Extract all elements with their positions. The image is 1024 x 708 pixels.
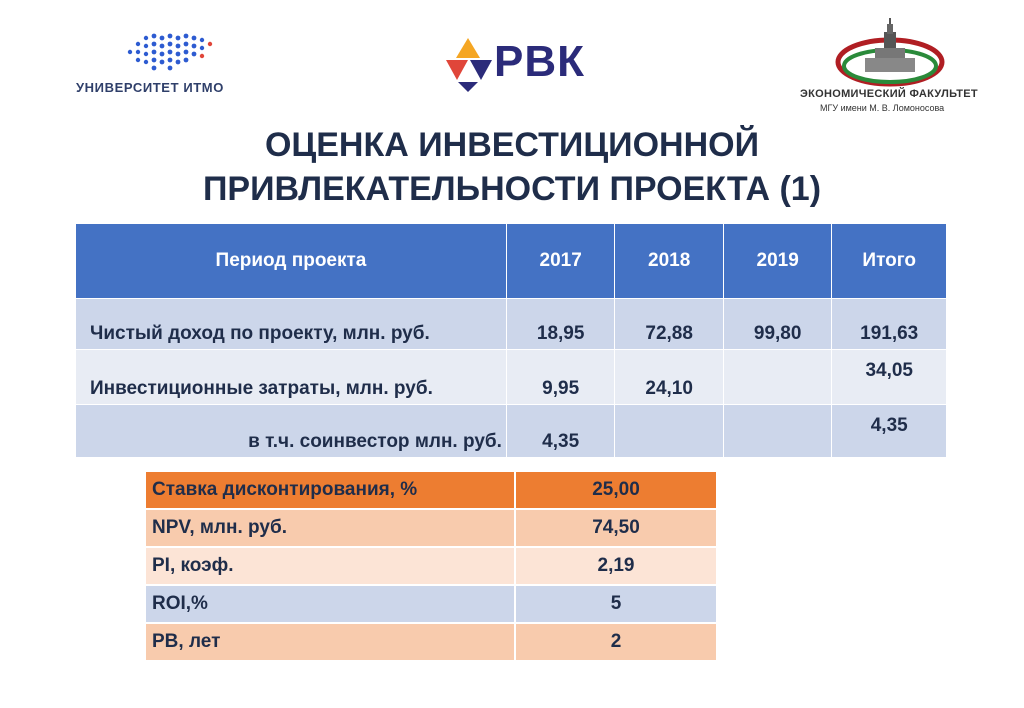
metric-label: PB, лет (146, 623, 515, 661)
cell-2019: 99,80 (723, 299, 832, 350)
project-periods-table (76, 224, 946, 457)
header-2017: 2017 (506, 224, 615, 299)
cell-2017: 4,35 (506, 405, 615, 458)
metric-value: 2,19 (515, 547, 716, 585)
metric-label: Ставка дисконтирования, % (146, 472, 515, 509)
table-row (146, 547, 716, 585)
page-title-line-1: ОЦЕНКА ИНВЕСТИЦИОННОЙ (264, 126, 760, 164)
metric-value: 5 (515, 585, 716, 623)
page-title-line-2: ПРИВЛЕКАТЕЛЬНОСТИ ПРОЕКТА (1) (202, 170, 822, 208)
econ-faculty-logo (790, 18, 990, 118)
row-label: в т.ч. соинвестор млн. руб. (76, 405, 506, 458)
itmo-logo-text: УНИВЕРСИТЕТ ИТМО (76, 80, 224, 95)
itmo-dots-icon (116, 30, 256, 74)
metric-value: 2 (515, 623, 716, 661)
cell-total: 34,05 (832, 350, 946, 405)
table-row (76, 299, 946, 350)
metric-label: NPV, млн. руб. (146, 509, 515, 547)
cell-total: 4,35 (832, 405, 946, 458)
metric-value: 25,00 (515, 472, 716, 509)
cell-total: 191,63 (832, 299, 946, 350)
cell-2019 (723, 350, 832, 405)
table-row (146, 509, 716, 547)
investment-metrics-table (146, 472, 716, 662)
metric-label: PI, коэф. (146, 547, 515, 585)
cell-2017: 9,95 (506, 350, 615, 405)
econ-faculty-title: ЭКОНОМИЧЕСКИЙ ФАКУЛЬТЕТ (800, 88, 978, 100)
metric-label: ROI,% (146, 585, 515, 623)
metric-value: 74,50 (515, 509, 716, 547)
row-label: Инвестиционные затраты, млн. руб. (76, 350, 506, 405)
cell-2018: 72,88 (615, 299, 724, 350)
cell-2018: 24,10 (615, 350, 724, 405)
cell-2018 (615, 405, 724, 458)
table-row (146, 623, 716, 661)
table-row (76, 350, 946, 405)
rvk-logo-text: РВК (494, 37, 585, 86)
table-row (146, 472, 716, 509)
econ-faculty-subtitle: МГУ имени М. В. Ломоносова (820, 103, 945, 113)
table-row (76, 405, 946, 458)
header-2018: 2018 (615, 224, 724, 299)
msu-building-icon (835, 18, 945, 88)
table-row (146, 585, 716, 623)
header-2019: 2019 (723, 224, 832, 299)
row-label: Чистый доход по проекту, млн. руб. (76, 299, 506, 350)
cell-2017: 18,95 (506, 299, 615, 350)
table-header-row (76, 224, 946, 299)
rvk-triangle-icon (442, 36, 494, 92)
itmo-logo (72, 30, 272, 100)
cell-2019 (723, 405, 832, 458)
header-period: Период проекта (76, 224, 506, 299)
header-total: Итого (832, 224, 946, 299)
